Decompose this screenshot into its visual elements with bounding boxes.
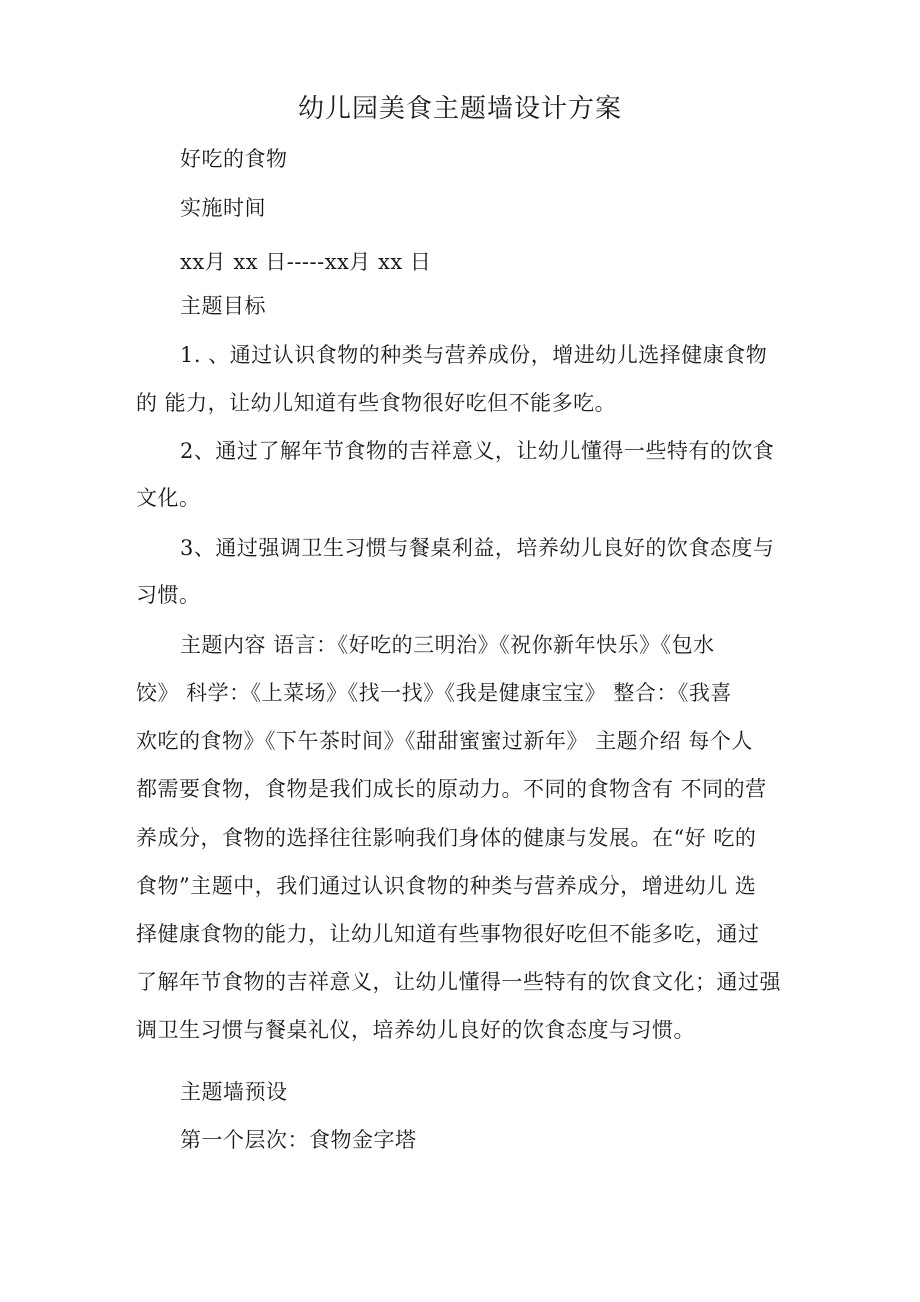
time-heading: 实施时间: [180, 196, 266, 220]
content-line-2: 饺》 科学：《上菜场》《找一找》《我是健康宝宝》 整合：《我喜: [136, 681, 732, 705]
goal-3-line-2: 习惯。: [136, 583, 201, 607]
content-line-4: 都需要食物，食物是我们成长的原动力。不同的食物含有 不同的营: [136, 777, 767, 801]
level-1: 第一个层次：食物金字塔: [180, 1128, 417, 1152]
content-line-5: 养成分，食物的选择往往影响我们身体的健康与发展。在“好 吃的: [136, 826, 757, 850]
content-line-6: 食物”主题中，我们通过认识食物的种类与营养成分，增进幼儿 选: [136, 874, 757, 898]
content-line-9: 调卫生习惯与餐桌礼仪，培养幼儿良好的饮食态度与习惯。: [136, 1018, 695, 1042]
content-line-8: 了解年节食物的吉祥意义，让幼儿懂得一些特有的饮食文化；通过强: [136, 970, 781, 994]
goals-heading: 主题目标: [180, 294, 266, 318]
goal-1-line-2: 的 能力，让幼儿知道有些食物很好吃但不能多吃。: [136, 391, 617, 415]
goal-3-line-1: 3、通过强调卫生习惯与餐桌利益，培养幼儿良好的饮食态度与: [180, 536, 775, 560]
content-line-1: 主题内容 语言：《好吃的三明治》《祝你新年快乐》《包水: [180, 633, 715, 657]
goal-2-line-2: 文化。: [136, 486, 201, 510]
document-title: 幼儿园美食主题墙设计方案: [297, 94, 622, 124]
content-line-7: 择健康食物的能力，让幼儿知道有些事物很好吃但不能多吃，通过: [136, 922, 760, 946]
content-line-3: 欢吃的食物》《下午茶时间》《甜甜蜜蜜过新年》 主题介绍 每个人: [136, 729, 753, 753]
wall-heading: 主题墙预设: [180, 1080, 288, 1104]
theme-name: 好吃的食物: [180, 147, 288, 171]
time-range: xx月 xx 日-----xx月 xx 日: [180, 250, 432, 274]
goal-2-line-1: 2、通过了解年节食物的吉祥意义，让幼儿懂得一些特有的饮食: [180, 439, 775, 463]
goal-1-line-1: 1. 、通过认识食物的种类与营养成份，增进幼儿选择健康食物: [180, 343, 768, 367]
